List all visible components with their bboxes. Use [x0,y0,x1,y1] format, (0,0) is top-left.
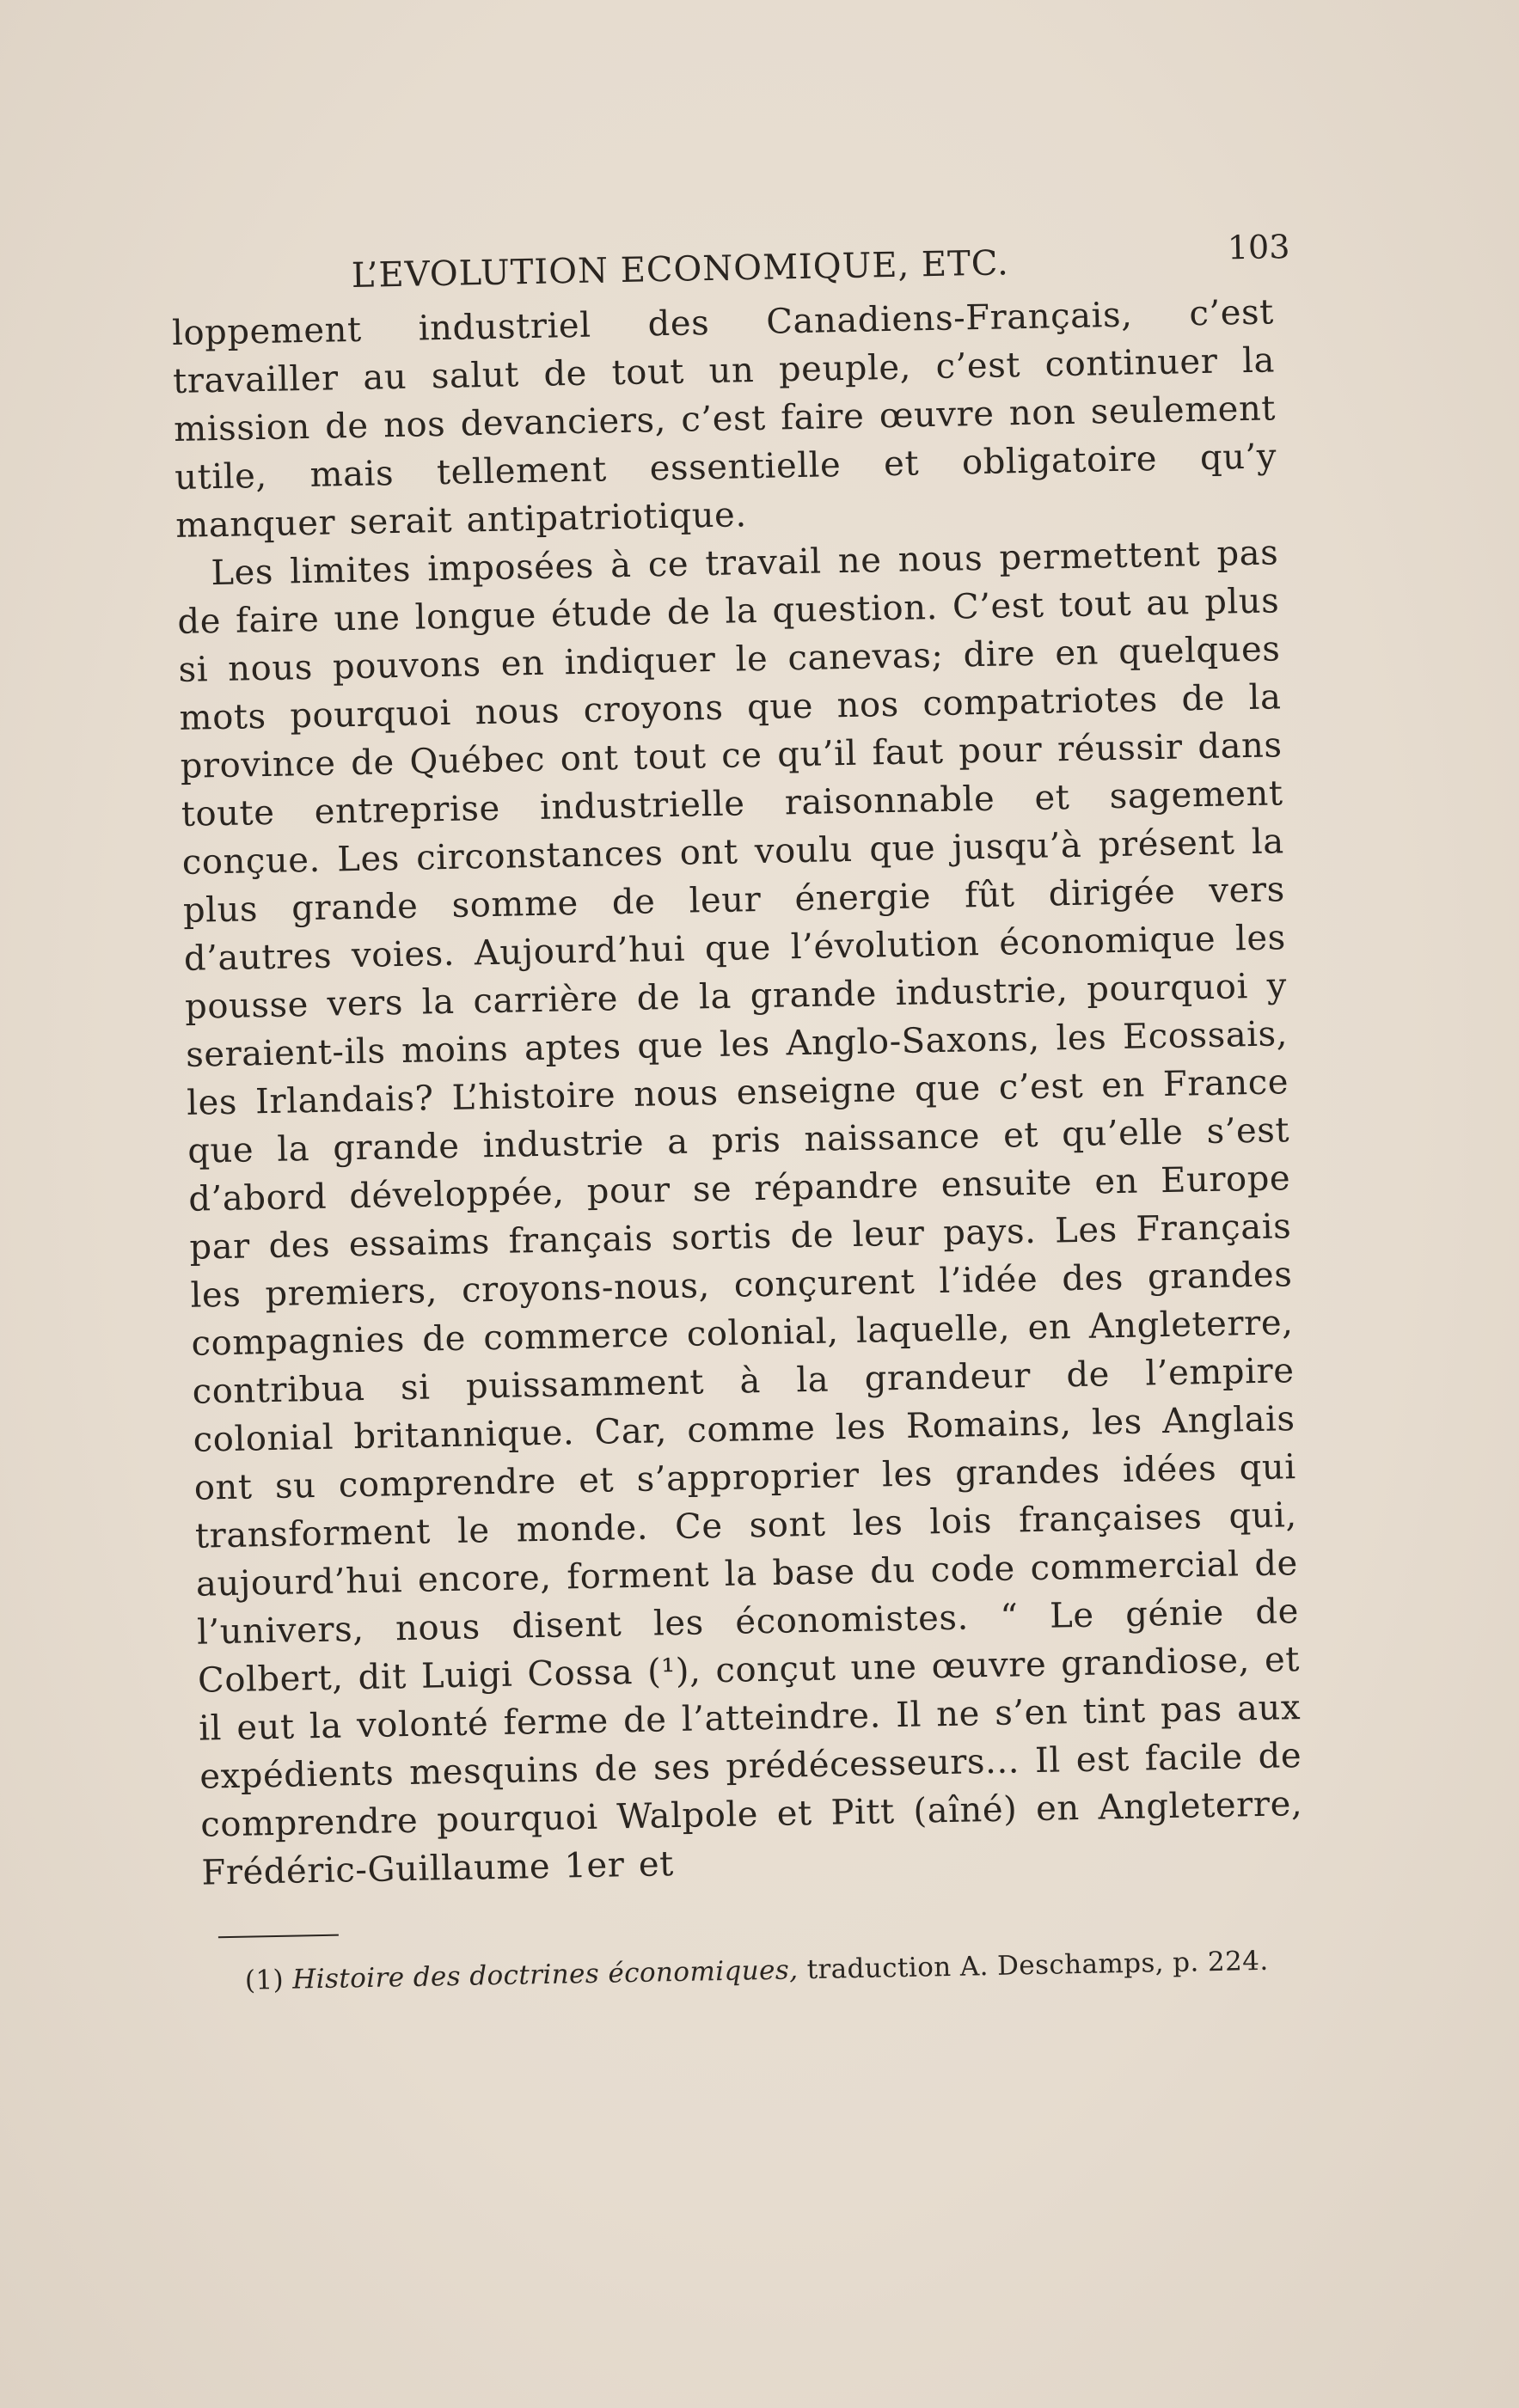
footnote-title: Histoire des doctrines économiques, [291,1954,799,1995]
paragraph-main: Les limites imposées à ce travail ne nous permettent pas de faire une longue étude de la question. C’est tout au plus si nous pouvons en indiquer le canevas; dire en quelques mots pourquoi nous croyons que nos compatriotes de la province de Québec ont tout ce qu’il faut pour réussir dans toute entreprise industrielle raisonnable et sagement conçue. Les circonstances ont voulu que jusqu’à présent la plus grande somme de leur énergie fût dirigée vers d’autres voies. Aujourd’hui que l’évolution économique les pousse vers la carrière de la grande industrie, pourquoi y seraient-ils moins aptes que les Anglo-Saxons, les Ecossais, les Irlandais? L’histoire nous enseigne que c’est en France que la grande industrie a pris naissance et qu’elle s’est d’abord développée, pour se répandre ensuite en Europe par des essaims français sortis de leur pays. Les Français les premiers, croyons-nous, conçurent l’idée des grandes compagnies de commerce colonial, laquelle, en Angleterre, contribua si puissamment à la grandeur de l’empire colonial britannique. Car, comme les Romains, les Anglais ont su comprendre et s’approprier les grandes idées qui transforment le monde. Ce sont les lois françaises qui, aujourd’hui encore, forment la base du code commercial de l’univers, nous disent les économistes. “ Le génie de Colbert, dit Luigi Cossa (¹), conçut une œuvre grandiose, et il eut la volonté ferme de l’atteindre. Il ne s’en tint pas aux expédients mesquins de ses prédécesseurs... Il est facile de comprendre pourquoi Walpole et Pitt (aîné) en Angleterre, Frédéric-Guillaume 1er et [177,533,1303,1893]
footnote-rule [218,1934,339,1939]
page-number: 103 [1227,228,1290,267]
running-title: L’EVOLUTION ECONOMIQUE, ETC. [351,243,1010,296]
footnote-marker: (1) [244,1964,285,1996]
text-block [170,219,1306,1998]
footnote [245,1943,1307,1998]
paragraph-continuation: loppement industriel des Canadiens-Français, c’est travailler au salut de tout un peuple, c’est continuer la mission de nos devanciers, c’est faire œuvre non seulement utile, mais tellement essentielle et obligatoire qu’y manquer serait antipatriotique. [171,292,1277,546]
footnote-rest: traduction A. Deschamps, p. 224. [798,1945,1269,1986]
